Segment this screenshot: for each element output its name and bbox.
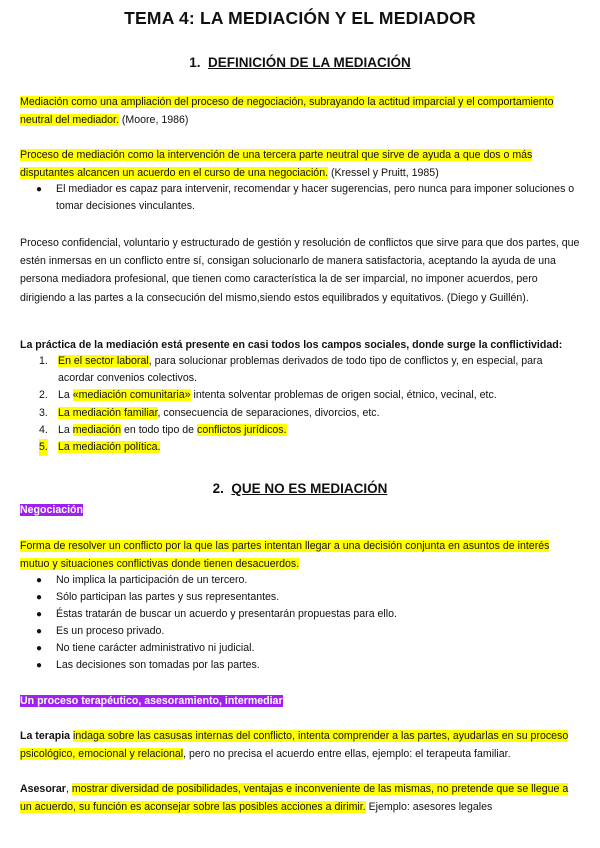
definition-kressel-text: Proceso de mediación como la intervención de una tercera parte neutral que sirve de ayuda a que dos o más disputantes alcancen un acuerdo en el curso de una negociación.	[20, 149, 533, 180]
asesorar-paragraph: Asesorar, mostrar diversidad de posibilidades, ventajas e inconveniente de las mismas, no pretende que se llegue a un acuerdo, su función es aconsejar sobre las posibles acciones a dirimir. Ejemplo: asesores legales	[20, 783, 569, 814]
citation-moore: (Moore, 1986)	[118, 114, 189, 127]
list-item: 2. La «mediación comunitaria» intenta solventar problemas de origen social, étnico, vecinal, etc.	[39, 389, 497, 402]
definition-kressel	[20, 146, 580, 182]
bullet-icon: ●	[36, 643, 43, 655]
asesorar-label: Asesorar	[20, 783, 66, 795]
section-1-title: DEFINICIÓN DE LA MEDIACIÓN	[208, 55, 411, 70]
mediator-bullet-list	[20, 181, 580, 215]
list-item: ● El mediador es capaz para intervenir, recomendar y hacer sugerencias, pero nunca para imponer soluciones o tomar decisiones vinculantes.	[36, 183, 575, 213]
negociacion-tag-row	[20, 501, 580, 519]
definition-moore-text: Mediación como una ampliación del proceso de negociación, subrayando la actitud imparcial y el comportamiento neutral del mediador.	[20, 96, 554, 127]
bullet-icon: ●	[36, 592, 43, 604]
terapeutico-tag: Un proceso terapéutico, asesoramiento, intermediar	[20, 695, 283, 707]
bullet-icon: ●	[36, 575, 43, 586]
list-item: 3. La mediación familiar, consecuencia de separaciones, divorcios, etc.	[39, 406, 380, 419]
bullet-icon: ●	[36, 184, 43, 195]
practice-fields-list	[20, 353, 580, 456]
list-item: 5. La mediación política.	[20, 439, 580, 456]
definition-diego-guillen: Proceso confidencial, voluntario y estructurado de gestión y resolución de conflictos que sirve para que dos partes, que estén inmersas en un conflicto entre sí, consigan solucionarlo de manera satisfactoria, aceptando la ayuda de una persona mediadora profesional, que tienen como característica la de ser imparcial, no imponer acuerdos, pero dirigiendo a las partes a la consecución del mismo,siendo estos equilibrados y equitativos. (Diego y Guillén).	[20, 237, 580, 304]
bullet-icon: ●	[36, 660, 43, 672]
list-item: 4. La mediación en todo tipo de conflictos jurídicos.	[39, 423, 287, 436]
citation-kressel: (Kressel y Pruitt, 1985)	[328, 167, 439, 180]
terapia-paragraph: La terapia indaga sobre las casusas internas del conflicto, intenta comprender a las partes, ayudarlas en su proceso psicológico, emocional y relacional, pero no precisa el acuerdo entre ellas, ejemplo: el terapeuta familiar.	[20, 730, 569, 761]
negociacion-definition: Forma de resolver un conflicto por la que las partes intentan llegar a una decisión conjunta en asuntos de interés mutuo y situaciones conflictivas donde tienen desacuerdos.	[20, 540, 550, 571]
list-item: ● No tiene carácter administrativo ni judicial.	[20, 640, 580, 657]
section-2-title: QUE NO ES MEDIACIÓN	[231, 481, 388, 496]
section-2-heading	[0, 481, 600, 496]
list-item: ● Las decisiones son tomadas por las partes.	[20, 657, 580, 674]
bullet-icon: ●	[36, 626, 43, 638]
section-2-number: 2.	[212, 481, 224, 496]
practice-heading: La práctica de la mediación está presente en casi todos los campos sociales, donde surge la conflictividad:	[20, 339, 563, 351]
terapia-label: La terapia	[20, 730, 71, 742]
definition-moore	[20, 93, 580, 129]
list-item: ● No implica la participación de un tercero.	[20, 572, 580, 589]
document-title: TEMA 4: LA MEDIACIÓN Y EL MEDIADOR	[124, 8, 476, 28]
bullet-icon: ●	[36, 609, 43, 621]
negociacion-bullet-list	[20, 572, 580, 675]
negociacion-tag: Negociación	[20, 504, 83, 516]
list-item: ● Sólo participan las partes y sus representantes.	[20, 589, 580, 606]
terapeutico-tag-row	[20, 692, 580, 710]
list-item: ● Éstas tratarán de buscar un acuerdo y presentarán propuestas para ello.	[20, 606, 580, 623]
section-1-heading	[0, 55, 600, 70]
section-1-number: 1.	[189, 55, 201, 70]
list-item: 1. En el sector laboral, para solucionar problemas derivados de todo tipo de conflictos y, en especial, para acordar convenios colectivos.	[39, 355, 543, 385]
list-item: ● Es un proceso privado.	[20, 623, 580, 640]
